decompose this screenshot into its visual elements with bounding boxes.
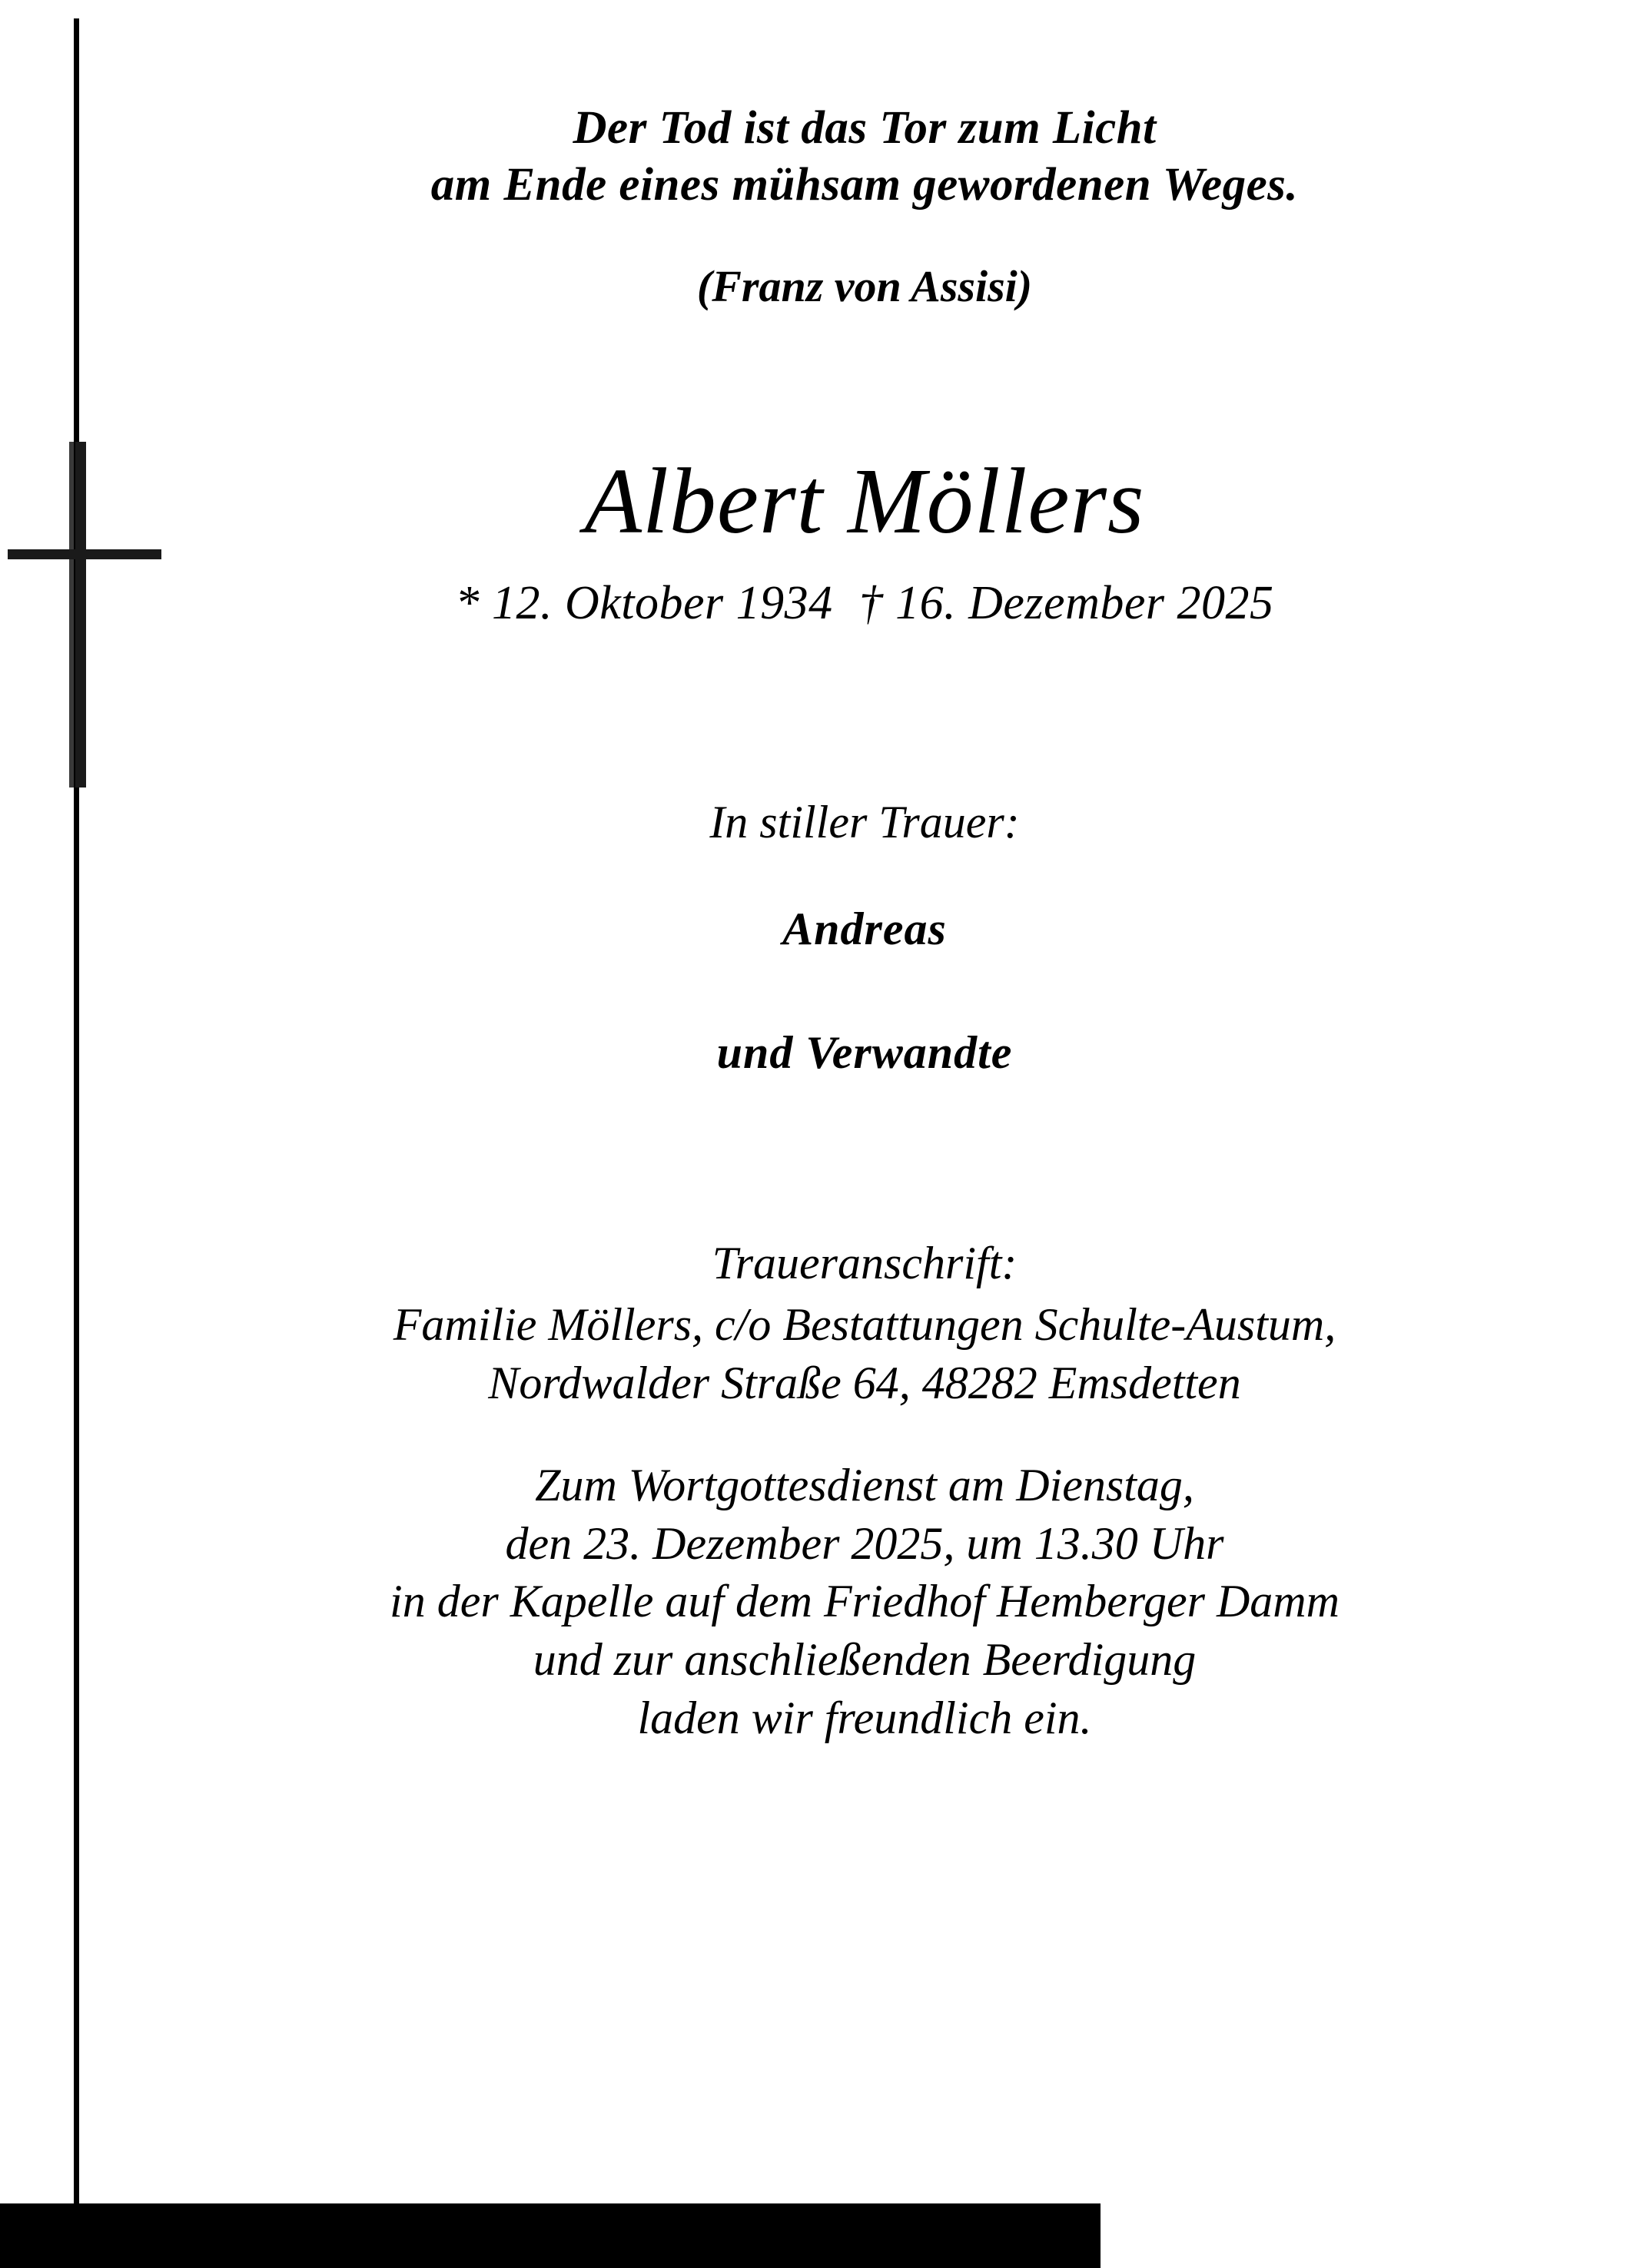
service-line-3: in der Kapelle auf dem Friedhof Hemberger Damm [390, 1576, 1340, 1627]
quote-text [79, 100, 1650, 214]
address-block [79, 1296, 1650, 1412]
service-line-2: den 23. Dezember 2025, um 13.30 Uhr [505, 1517, 1224, 1569]
service-line-1: Zum Wortgottesdienst am Dienstag, [535, 1460, 1194, 1511]
service-line-4: und zur anschließenden Beerdigung [533, 1633, 1197, 1685]
mourning-intro: In stiller Trauer: [709, 797, 1020, 847]
deceased-name: Albert Möllers [584, 449, 1145, 553]
address-line-1: Familie Möllers, c/o Bestattungen Schulte-Austum, [393, 1299, 1336, 1350]
quote-line-1: Der Tod ist das Tor zum Licht [573, 102, 1157, 154]
quote-line-2: am Ende eines mühsam gewordenen Weges. [430, 159, 1299, 211]
quote-author: (Franz von Assisi) [696, 260, 1033, 311]
birth-date: * 12. Oktober 1934 [455, 577, 833, 629]
death-date: † 16. Dezember 2025 [858, 577, 1274, 629]
address-heading: Traueranschrift: [712, 1238, 1018, 1288]
life-dates [79, 576, 1650, 631]
service-line-5: laden wir freundlich ein. [637, 1692, 1092, 1743]
bottom-black-bar [0, 2203, 1101, 2268]
left-border-rule [74, 18, 79, 2204]
cross-vertical-bar-shadow [69, 442, 74, 788]
address-line-2: Nordwalder Straße 64, 48282 Emsdetten [488, 1357, 1241, 1408]
mourner-name-1: Andreas [782, 904, 947, 954]
service-details [79, 1457, 1650, 1747]
notice-content [79, 0, 1650, 1747]
mourner-name-2: und Verwandte [716, 1027, 1013, 1078]
